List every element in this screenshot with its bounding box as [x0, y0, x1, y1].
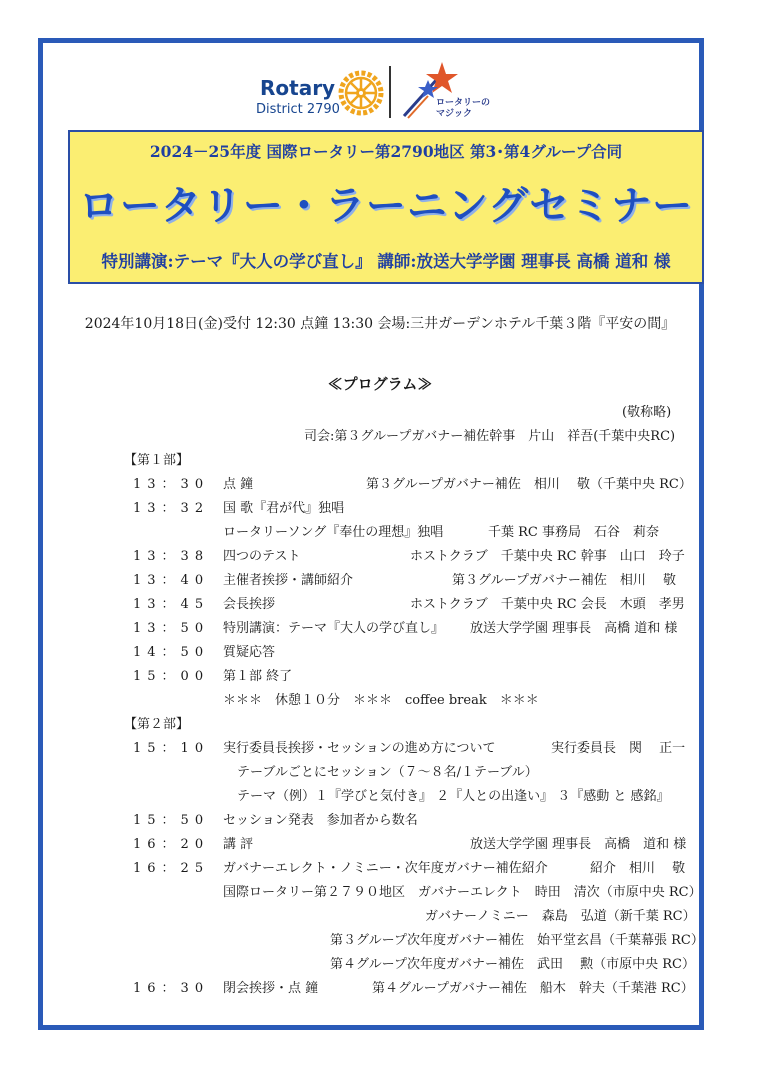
logo-separator [389, 66, 391, 118]
row-item: ロータリーソング『奉仕の理想』独唱 [223, 525, 444, 540]
part2-heading: 【第２部】 [124, 717, 190, 732]
mc-line: 司会:第３グループガバナー補佐幹事 片山 祥吾(千葉中央RC) [304, 429, 676, 444]
part1-heading: 【第１部】 [124, 453, 190, 468]
banner-subtitle: 2024－25年度 国際ロータリー第2790地区 第3･第4グループ合同 [149, 142, 623, 161]
event-info: 2024年10月18日(金)受付 12:30 点鐘 13:30 会場:三井ガーデンホテル千葉３階『平安の間』 [84, 316, 676, 332]
row-item: 国際ロータリー第２７９０地区 ガバナーエレクト 時田 清次（市原中央 RC） [223, 885, 702, 900]
row-person: ホストクラブ 千葉中央 RC 幹事 山口 玲子 [410, 549, 685, 564]
row-time: 15：10 [133, 741, 210, 756]
row-person: ホストクラブ 千葉中央 RC 会長 木頭 孝男 [410, 597, 685, 612]
row-item: 点 鐘 [223, 477, 254, 492]
row-item: 会長挨拶 [223, 597, 276, 612]
row-person: 実行委員長 関 正一 [551, 741, 686, 756]
row-time: 13：50 [133, 621, 210, 636]
honorific-note: (敬称略) [622, 405, 672, 420]
title-banner [68, 130, 704, 284]
row-item: 四つのテスト [223, 549, 301, 564]
row-item: 特別講演：テーマ『大人の学び直し』 [223, 621, 445, 636]
row-time: 14：50 [133, 645, 210, 660]
rotary-wordmark: Rotary [260, 76, 336, 100]
district-label: District 2790 [256, 102, 340, 117]
row-item: 実行委員長挨拶・セッションの進め方について [223, 741, 496, 756]
row-person: 第３グループガバナー補佐 相川 敬（千葉中央 RC） [366, 477, 692, 492]
program-heading: ≪プログラム≫ [327, 375, 433, 393]
row-item: 第４グループ次年度ガバナー補佐 武田 勲（市原中央 RC） [330, 957, 695, 972]
row-item: 主催者挨拶・講師紹介 [223, 573, 354, 588]
row-time: 15：50 [133, 813, 210, 828]
row-item: 第１部 終了 [223, 669, 293, 684]
row-time: 16：30 [133, 981, 210, 996]
break-line: ＊＊＊ 休憩１０分 ＊＊＊ coffee break ＊＊＊ [223, 693, 539, 708]
row-item: テーブルごとにセッション（７～８名/１テーブル） [237, 765, 538, 780]
row-time: 15：00 [133, 669, 210, 684]
row-item: 質疑応答 [223, 645, 276, 660]
row-item: ガバナーエレクト・ノミニー・次年度ガバナー補佐紹介 [223, 861, 548, 876]
row-time: 13：32 [133, 501, 210, 516]
row-item: 閉会挨拶・点 鐘 [223, 981, 319, 996]
magic-label: ロータリーの マジック [436, 98, 491, 119]
row-item: テーマ（例）１『学びと気付き』 ２『人との出逢い』 ３『感動 と 感銘』 [237, 789, 670, 804]
row-time: 13：38 [133, 549, 210, 564]
row-time: 13：45 [133, 597, 210, 612]
row-time: 16：25 [133, 861, 210, 876]
row-item: ガバナーノミニー 森島 弘道（新千葉 RC） [425, 909, 696, 924]
row-item: 国 歌『君が代』独唱 [223, 501, 345, 516]
row-time: 13：40 [133, 573, 210, 588]
row-person: 放送大学学園 理事長 高橋 道和 様 [470, 621, 678, 636]
rotary-wheel-icon [338, 70, 384, 116]
row-item: 第３グループ次年度ガバナー補佐 始平堂玄昌（千葉幕張 RC） [330, 933, 704, 948]
row-time: 13：30 [133, 477, 210, 492]
row-person: 千葉 RC 事務局 石谷 莉奈 [488, 525, 659, 540]
page-title: ロータリー・ラーニングセミナー [78, 182, 694, 229]
lecture-line: 特別講演:テーマ『大人の学び直し』 講師:放送大学学園 理事長 高橋 道和 様 [101, 252, 671, 271]
row-person: 紹介 相川 敬 [590, 861, 686, 876]
row-item: セッション発表 参加者から数名 [223, 813, 418, 828]
row-person: 第４グループガバナー補佐 船木 幹夫（千葉港 RC） [372, 981, 694, 996]
row-time: 16：20 [133, 837, 210, 852]
row-person: 放送大学学園 理事長 高橋 道和 様 [470, 837, 687, 852]
row-item: 講 評 [223, 837, 254, 852]
row-person: 第３グループガバナー補佐 相川 敬 [452, 573, 676, 588]
